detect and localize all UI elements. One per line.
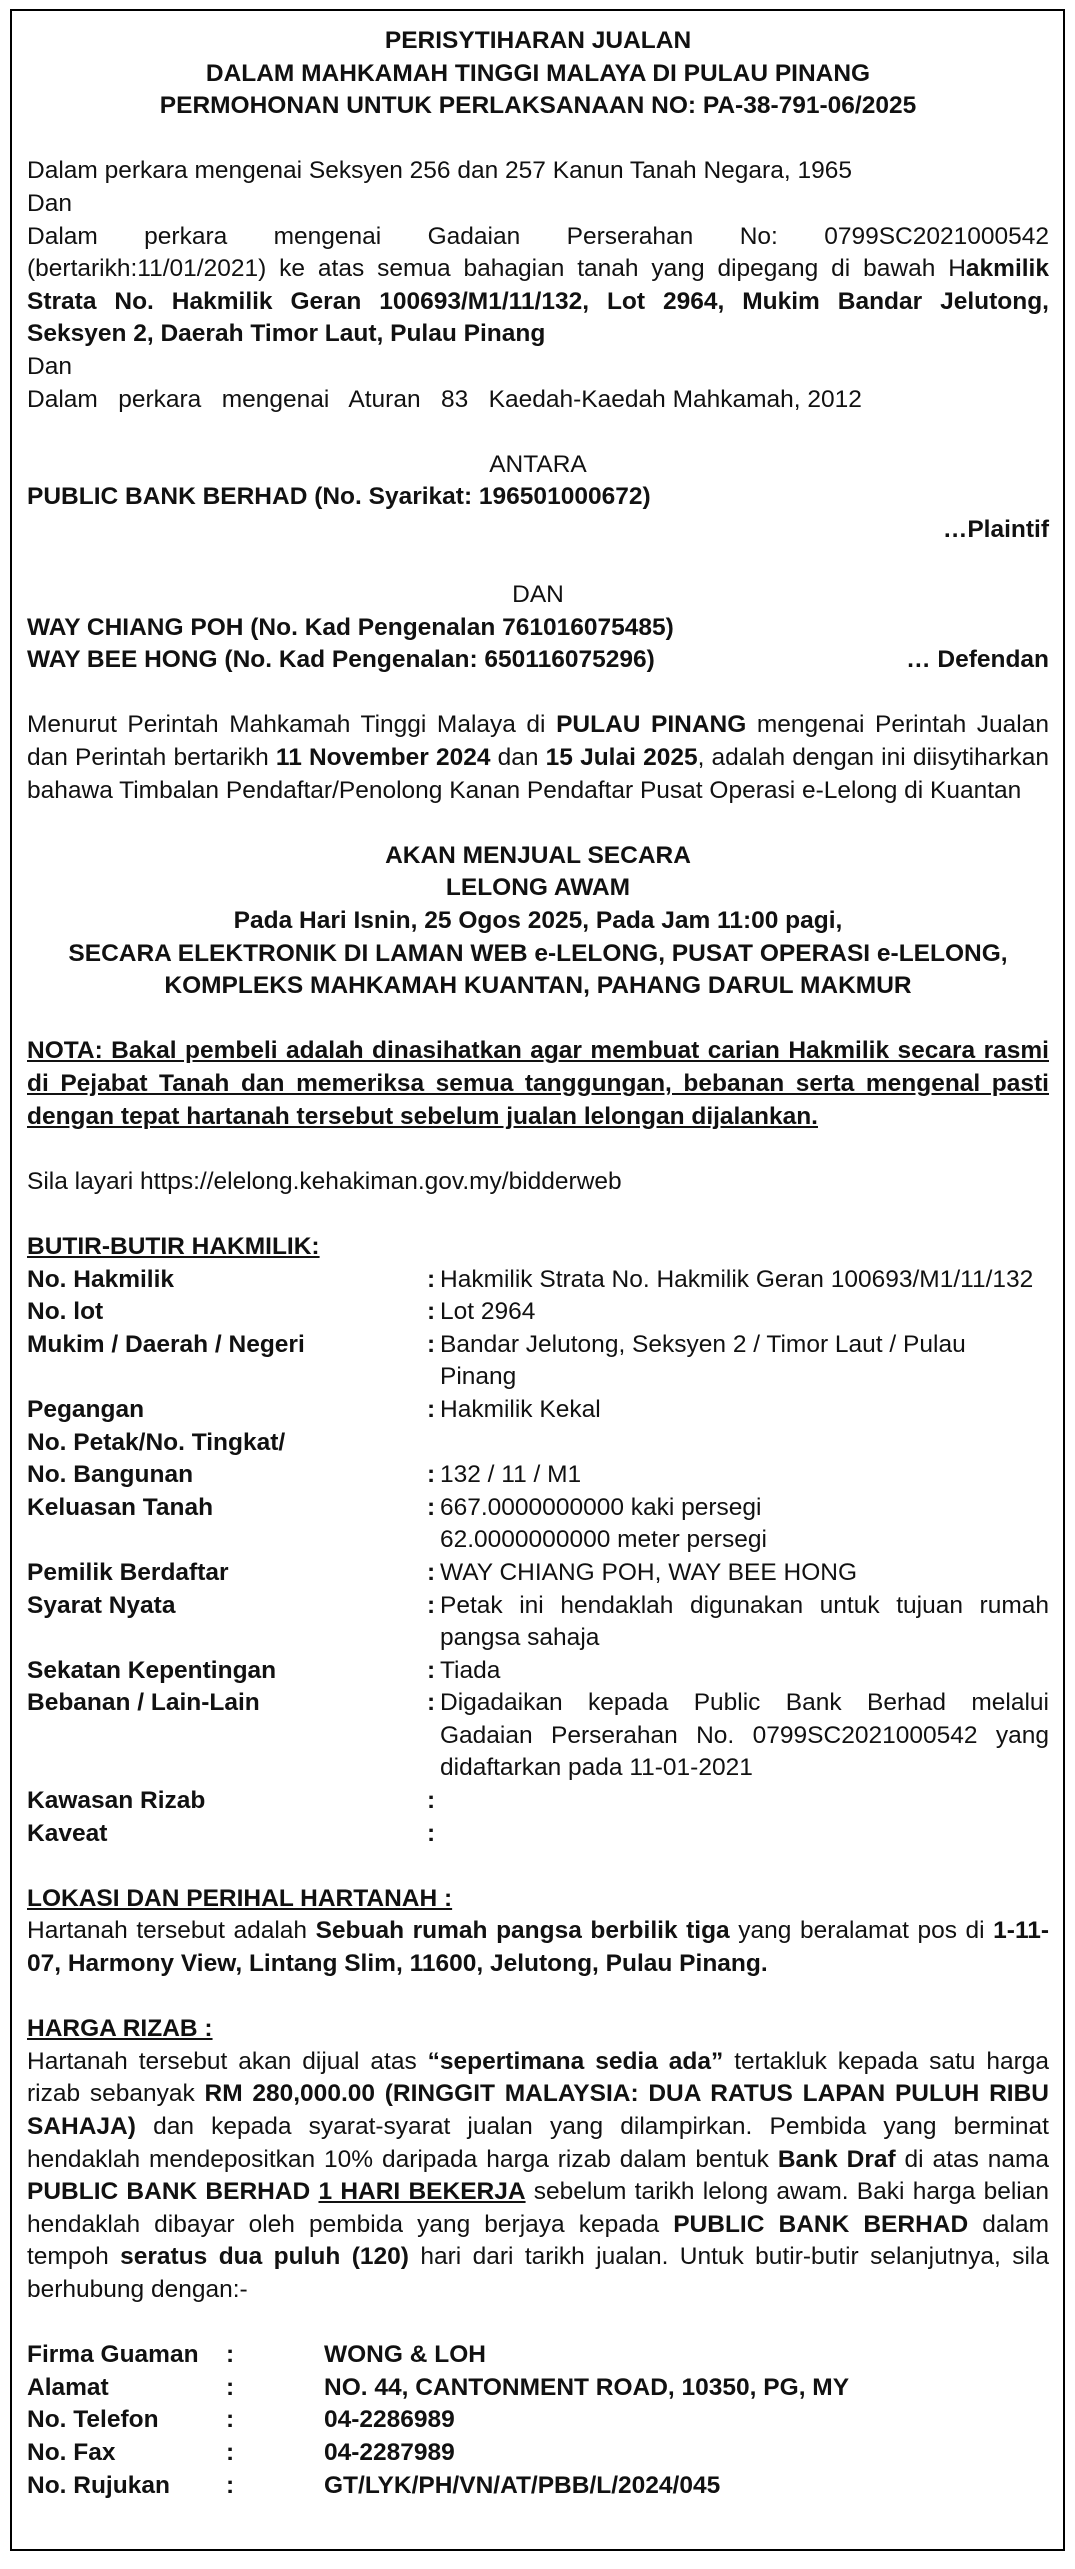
detail-row (27, 1459, 1049, 1492)
detail-label: No. lot (27, 1298, 104, 1326)
auction-venue-2: KOMPLEKS MAHKAMAH KUANTAN, PAHANG DARUL MAKMUR (164, 972, 912, 1000)
order-text-1: Menurut Perintah Mahkamah Tinggi Malaya di (27, 711, 557, 739)
detail-value: Petak ini hendaklah digunakan untuk tujuan rumah pangsa sahaja (440, 1591, 1049, 1652)
location-heading: LOKASI DAN PERIHAL HARTANAH : (27, 1884, 453, 1912)
detail-colon: : (427, 1493, 436, 1521)
auction-date: Pada Hari Isnin, 25 Ogos 2025, Pada Jam 11:00 pagi, (233, 907, 843, 935)
detail-row (27, 1557, 1049, 1590)
detail-value (440, 1818, 1049, 1851)
reserve-text-1: Hartanah tersebut akan dijual atas (27, 2047, 428, 2075)
title-details (27, 1231, 1049, 1850)
detail-colon: : (427, 1787, 436, 1815)
reserve-heading: HARGA RIZAB : (27, 2015, 213, 2043)
detail-row (27, 1296, 1049, 1329)
detail-row (27, 1655, 1049, 1688)
matter-rules: Dalam perkara mengenai Aturan 83 Kaedah-Kaedah Mahkamah, 2012 (27, 385, 862, 413)
detail-colon: : (427, 1395, 436, 1423)
contact-row (27, 2470, 1049, 2503)
defendant-role: … Defendan (906, 646, 1049, 674)
title-details-heading: BUTIR-BUTIR HAKMILIK: (27, 1232, 320, 1260)
contact-value: WONG & LOH (324, 2341, 486, 2369)
contact-row (27, 2372, 1049, 2405)
matter-statute: Dalam perkara mengenai Seksyen 256 dan 257 Kanun Tanah Negara, 1965 (27, 157, 852, 185)
reserve-bold-3: Bank Draf (777, 2145, 896, 2173)
contact-label: No. Rujukan (27, 2471, 170, 2499)
detail-colon: : (427, 1298, 436, 1326)
detail-row (27, 1329, 1049, 1394)
order-text-3: dan (490, 744, 546, 772)
detail-value (440, 1785, 1049, 1818)
detail-colon: : (427, 1656, 436, 1684)
order-bold-1: PULAU PINANG (556, 711, 747, 739)
plaintiff-role: …Plaintif (942, 515, 1049, 543)
auction-venue-1: SECARA ELEKTRONIK DI LAMAN WEB e-LELONG, PUSAT OPERASI e-LELONG, (68, 939, 1008, 967)
detail-value: 132 / 11 / M1 (440, 1461, 582, 1489)
reserve-text-3: dan kepada syarat-syarat jualan yang dilampirkan. Pembida yang berminat hendaklah mendepositkan 10% daripada harga rizab dalam bentuk (27, 2113, 1049, 2173)
detail-colon: : (427, 1591, 436, 1619)
contact-row (27, 2404, 1049, 2437)
order-text-4: , adalah dengan ini diisytiharkan bahawa Timbalan Pendaftar/Penolong Kanan Pendaftar Pusat Operasi e-Lelong di Kuantan (27, 744, 1050, 804)
detail-row (27, 1394, 1049, 1427)
order-text-2: mengenai Perintah Jualan dan Perintah bertarikh (27, 711, 1050, 772)
charge-text: Dalam perkara mengenai Gadaian Perserahan No: 0799SC2021000542 (bertarikh:11/01/2021) ke atas semua bahagian tanah yang dipegang di bawah H (27, 222, 1049, 283)
reserve-section (27, 2013, 1049, 2306)
contact-colon: : (226, 2406, 235, 2434)
auction-line-1: AKAN MENJUAL SECARA (385, 841, 691, 869)
reserve-text-7: hari dari tarikh jualan. Untuk butir-butir selanjutnya, sila berhubung dengan:- (27, 2243, 1049, 2303)
auction-section (27, 840, 1049, 1003)
detail-value: Hakmilik Kekal (440, 1395, 601, 1423)
application-number: PERMOHONAN UNTUK PERLAKSANAAN NO: PA-38-791-06/2025 (159, 92, 917, 120)
contact-value: GT/LYK/PH/VN/AT/PBB/L/2024/045 (324, 2471, 721, 2499)
reserve-text-6: dalam tempoh (27, 2210, 1049, 2271)
detail-label: No. Petak/No. Tingkat/ (27, 1428, 286, 1456)
location-address: 1-11-07, Harmony View, Lintang Slim, 11600, Jelutong, Pulau Pinang. (27, 1917, 1049, 1978)
detail-value: Digadaikan kepada Public Bank Berhad melalui Gadaian Perserahan No. 0799SC2021000542 yang didaftarkan pada 11-01-2021 (440, 1689, 1049, 1782)
contact-label: No. Telefon (27, 2406, 159, 2434)
contact-section (27, 2339, 1049, 2502)
detail-label: Syarat Nyata (27, 1591, 176, 1619)
contact-colon: : (226, 2341, 235, 2369)
detail-label: Bebanan / Lain-Lain (27, 1689, 260, 1717)
detail-label: Sekatan Kepentingan (27, 1656, 277, 1684)
charge-title-bold: akmilik Strata No. Hakmilik Geran 100693/M1/11/132, Lot 2964, Mukim Bandar Jelutong, Seksyen 2, Daerah Timor Laut, Pulau Pinang (27, 255, 1049, 348)
antara-label: ANTARA (489, 450, 587, 478)
detail-row (27, 1818, 1049, 1851)
location-section (27, 1883, 1049, 1981)
detail-label: Keluasan Tanah (27, 1493, 214, 1521)
reserve-bold-5: 1 HARI BEKERJA (318, 2178, 526, 2206)
contact-colon: : (226, 2471, 235, 2499)
contact-row (27, 2437, 1049, 2470)
detail-value (440, 1492, 1049, 1557)
detail-value: Tiada (440, 1656, 501, 1684)
reserve-text-2: tertakluk kepada satu harga rizab sebanyak (27, 2047, 1049, 2108)
detail-colon: : (427, 1819, 436, 1847)
website-line: Sila layari https://elelong.kehakiman.gov.my/bidderweb (27, 1167, 622, 1195)
reserve-text-5: sebelum tarikh lelong awam. Baki harga belian hendaklah dibayar oleh pembida yang berjaya kepada (27, 2178, 1049, 2238)
notice-title: PERISYTIHARAN JUALAN (384, 27, 692, 54)
detail-row (27, 1427, 1049, 1460)
dan-label: DAN (512, 581, 564, 609)
contact-row (27, 2339, 1049, 2372)
reserve-price: RM 280,000.00 (RINGGIT MALAYSIA: DUA RATUS LAPAN PULUH RIBU SAHAJA) (27, 2080, 1049, 2140)
detail-value: WAY CHIANG POH, WAY BEE HONG (440, 1558, 858, 1586)
land-area-sqft: 667.0000000000 kaki persegi (440, 1493, 762, 1521)
contact-value: NO. 44, CANTONMENT ROAD, 10350, PG, MY (324, 2373, 850, 2401)
reserve-bold-6: PUBLIC BANK BERHAD (673, 2210, 969, 2238)
contact-label: Alamat (27, 2373, 109, 2401)
contact-value: 04-2287989 (324, 2438, 455, 2466)
detail-row (27, 1687, 1049, 1785)
auction-line-2: LELONG AWAM (445, 874, 631, 902)
matter-section (27, 155, 1049, 416)
order-bold-2: 11 November 2024 (275, 744, 491, 772)
matter-charge (27, 221, 1049, 351)
contact-label: No. Fax (27, 2438, 116, 2466)
contact-colon: : (226, 2438, 235, 2466)
detail-colon: : (427, 1265, 436, 1293)
reserve-text-4: di atas nama (895, 2145, 1049, 2173)
reserve-bold-1: “sepertimana sedia ada” (427, 2047, 724, 2075)
contact-label: Firma Guaman (27, 2341, 199, 2369)
reserve-bold-7: seratus dua puluh (120) (120, 2243, 409, 2271)
detail-label: Kaveat (27, 1819, 108, 1847)
detail-value: Hakmilik Strata No. Hakmilik Geran 100693/M1/11/132 (440, 1265, 1034, 1293)
contact-colon: : (226, 2373, 235, 2401)
detail-colon: : (427, 1461, 436, 1489)
detail-label: Pemilik Berdaftar (27, 1558, 229, 1586)
court-order-paragraph (27, 709, 1049, 807)
reserve-bold-4: PUBLIC BANK BERHAD (27, 2178, 319, 2206)
detail-colon: : (427, 1558, 436, 1586)
order-bold-3: 15 Julai 2025 (545, 744, 698, 772)
location-text-2: yang beralamat pos di (729, 1917, 994, 1945)
detail-value (440, 1427, 1049, 1460)
notice-header (27, 25, 1049, 123)
land-area-sqm: 62.0000000000 meter persegi (440, 1526, 767, 1554)
defendant-1: WAY CHIANG POH (No. Kad Pengenalan 761016075485) (27, 613, 674, 641)
detail-row (27, 1492, 1049, 1557)
detail-row (27, 1264, 1049, 1297)
plaintiff-name: PUBLIC BANK BERHAD (No. Syarikat: 196501000672) (27, 483, 651, 511)
court-name: DALAM MAHKAMAH TINGGI MALAYA DI PULAU PINANG (205, 59, 871, 87)
detail-label: Kawasan Rizab (27, 1787, 206, 1815)
defendant-2: WAY BEE HONG (No. Kad Pengenalan: 650116075296) (27, 646, 655, 674)
detail-colon-empty (427, 1427, 440, 1460)
detail-value: Lot 2964 (440, 1298, 536, 1326)
parties-section (27, 449, 1049, 677)
detail-row (27, 1590, 1049, 1655)
matter-and-1: Dan (27, 189, 72, 217)
location-paragraph (27, 1915, 1049, 1980)
detail-colon: : (427, 1330, 436, 1358)
matter-and-2: Dan (27, 352, 72, 380)
detail-row (27, 1785, 1049, 1818)
location-text-1: Hartanah tersebut adalah (27, 1917, 316, 1945)
detail-value: Bandar Jelutong, Seksyen 2 / Timor Laut / Pulau Pinang (440, 1330, 966, 1391)
detail-label: Pegangan (27, 1395, 145, 1423)
reserve-paragraph (27, 2046, 1049, 2307)
nota-paragraph: NOTA: Bakal pembeli adalah dinasihatkan agar membuat carian Hakmilik secara rasmi di Pejabat Tanah dan memeriksa semua tanggungan, bebanan serta mengenal pasti dengan tepat hartanah tersebut sebelum jualan lelongan dijalankan. (27, 1037, 1049, 1130)
location-bold-1: Sebuah rumah pangsa berbilik tiga (315, 1917, 730, 1945)
detail-colon: : (427, 1689, 436, 1717)
defendant-2-row (27, 644, 1049, 677)
detail-label: No. Hakmilik (27, 1265, 175, 1293)
detail-label: No. Bangunan (27, 1461, 194, 1489)
sale-proclamation-notice (10, 9, 1065, 2551)
detail-label: Mukim / Daerah / Negeri (27, 1330, 305, 1358)
contact-value: 04-2286989 (324, 2406, 455, 2434)
